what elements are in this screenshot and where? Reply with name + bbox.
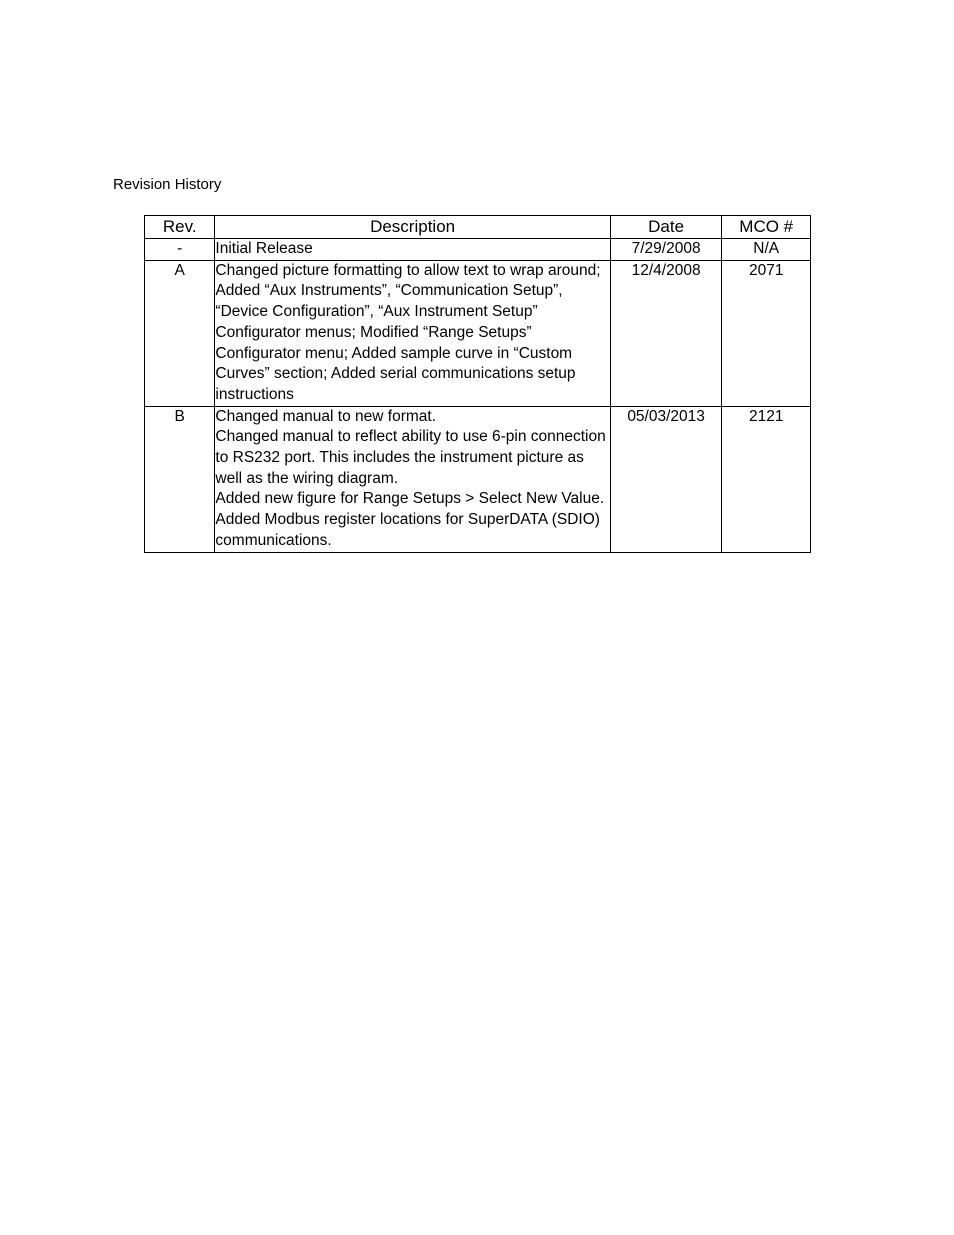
description-cell: [215, 239, 610, 261]
date-cell: 12/4/2008: [610, 260, 722, 406]
date-cell: 7/29/2008: [610, 239, 722, 261]
date-cell: 05/03/2013: [610, 406, 722, 552]
description-cell: [215, 406, 610, 552]
description-text: Added new figure for Range Setups > Select New Value.: [215, 490, 605, 508]
table-row: [145, 406, 811, 552]
mco-cell: 2071: [722, 260, 811, 406]
rev-cell: -: [145, 239, 215, 261]
header-description: Description: [215, 216, 610, 239]
section-title: Revision History: [113, 176, 222, 193]
description-text: Changed picture formatting to allow text to wrap around; Added “Aux Instruments”, “Communication Setup”, “Device Configuration”, “Aux Instrument Setup” Configurator menus; Modified “Range Setups” Configurator menu; Added sample curve in “Custom Curves” section; Added serial communications setup instructions: [215, 261, 601, 403]
table-header-row: [145, 216, 811, 239]
mco-cell: 2121: [722, 406, 811, 552]
header-mco: MCO #: [722, 216, 811, 239]
table-row: [145, 239, 811, 261]
rev-cell: A: [145, 260, 215, 406]
description-text: Added Modbus register locations for SuperDATA (SDIO) communications.: [215, 511, 600, 549]
table-row: [145, 260, 811, 406]
description-cell: [215, 260, 610, 406]
mco-cell: N/A: [722, 239, 811, 261]
revision-history-table: [144, 215, 811, 553]
description-text: Changed manual to new format.: [215, 407, 436, 425]
description-text: Changed manual to reflect ability to use 6-pin connection to RS232 port. This includes the instrument picture as well as the wiring diagram.: [215, 428, 606, 487]
rev-cell: B: [145, 406, 215, 552]
description-text: Initial Release: [215, 240, 313, 257]
header-rev: Rev.: [145, 216, 215, 239]
header-date: Date: [610, 216, 722, 239]
